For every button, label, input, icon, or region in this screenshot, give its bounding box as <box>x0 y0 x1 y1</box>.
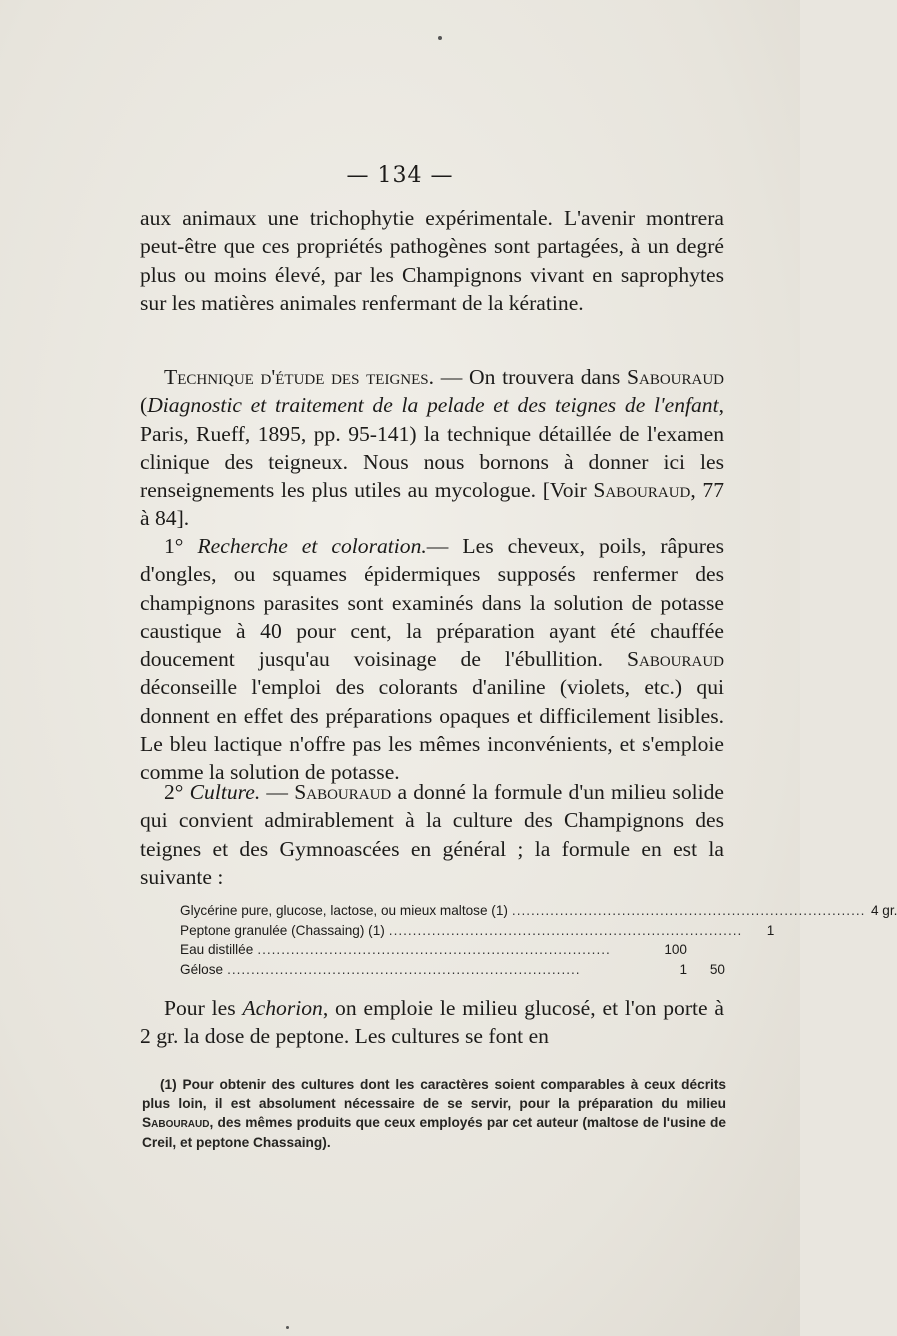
formula-row: Peptone granulée (Chassaing) (1) .......................................................................... 1 <box>180 922 775 938</box>
section-heading: Technique d'étude des teignes. <box>164 365 435 389</box>
author-name: Sabouraud <box>142 1115 210 1131</box>
author-name: Sabouraud <box>294 780 392 804</box>
paper-speck <box>286 1326 289 1329</box>
formula-table <box>180 901 897 979</box>
formula-row: Glycérine pure, glucose, lactose, ou mieux maltose (1) .......................................................................... 4 gr. <box>180 903 897 918</box>
paragraph-technique: Technique d'étude des teignes. — On trouvera dans Sabouraud (Diagnostic et traitement de la pelade et des teignes de l'enfant, Paris, Rueff, 1895, pp. 95-141) la technique détaillée de l'examen clinique des teigneux. Nous nous bornons à donner ici les renseignements les plus utiles au mycologue. [Voir Sabouraud, 77 à 84]. <box>140 365 725 531</box>
paper-speck <box>438 36 442 40</box>
paragraph-continued: aux animaux une trichophytie expérimentale. L'avenir montrera peut-être que ces propriétés pathogènes sont partagées, à un degré plus ou moins élevé, par les Champignons vivant en saprophytes sur les matières animales renfermant de la kératine. <box>140 206 724 315</box>
author-name: Sabouraud <box>627 365 725 389</box>
subsection-heading: Recherche et coloration. <box>197 534 427 558</box>
formula-row: Gélose .......................................................................... 1 50 <box>180 961 725 977</box>
footnote: (1) Pour obtenir des cultures dont les caractères soient comparables à ceux décrits plus loin, il est absolument nécessaire de se servir, pour la préparation du milieu Sabouraud, des mêmes produits que ceux employés par cet auteur (maltose de l'usine de Creil, et peptone Chassaing). <box>142 1077 726 1150</box>
paragraph-culture: 2° Culture. — Sabouraud a donné la formule d'un milieu solide qui convient admirablement à la culture des Champignons des teignes et des Gymnoascées en général ; la formule en est la suivante : <box>140 780 724 889</box>
formula-row: Eau distillée .......................................................................... 100 <box>180 942 687 957</box>
paragraph-achorion: Pour les Achorion, on emploie le milieu glucosé, et l'on porte à 2 gr. la dose de peptone. Les cultures se font en <box>140 996 725 1049</box>
author-name: Sabouraud <box>593 478 691 503</box>
book-title: Diagnostic et traitement de la pelade et des teignes de l'enfant <box>147 393 719 418</box>
page-number: — 134 — <box>346 163 454 188</box>
subsection-heading: Culture. <box>189 780 261 804</box>
genus-name: Achorion <box>242 996 323 1020</box>
paragraph-recherche: 1° Recherche et coloration.— Les cheveux, poils, râpures d'ongles, ou squames épidermiques supposés renfermer des champignons parasites sont examinés dans la solution de potasse caustique à 40 pour cent, la préparation ayant été chauffée doucement jusqu'au voisinage de l'ébullition. Sabouraud déconseille l'emploi des colorants d'aniline (violets, etc.) qui donnent en effet des préparations opaques et difficilement lisibles. Le bleu lactique n'offre pas les mêmes inconvénients, et s'emploie comme la solution de potasse. <box>140 534 724 785</box>
author-name: Sabouraud <box>626 647 724 672</box>
